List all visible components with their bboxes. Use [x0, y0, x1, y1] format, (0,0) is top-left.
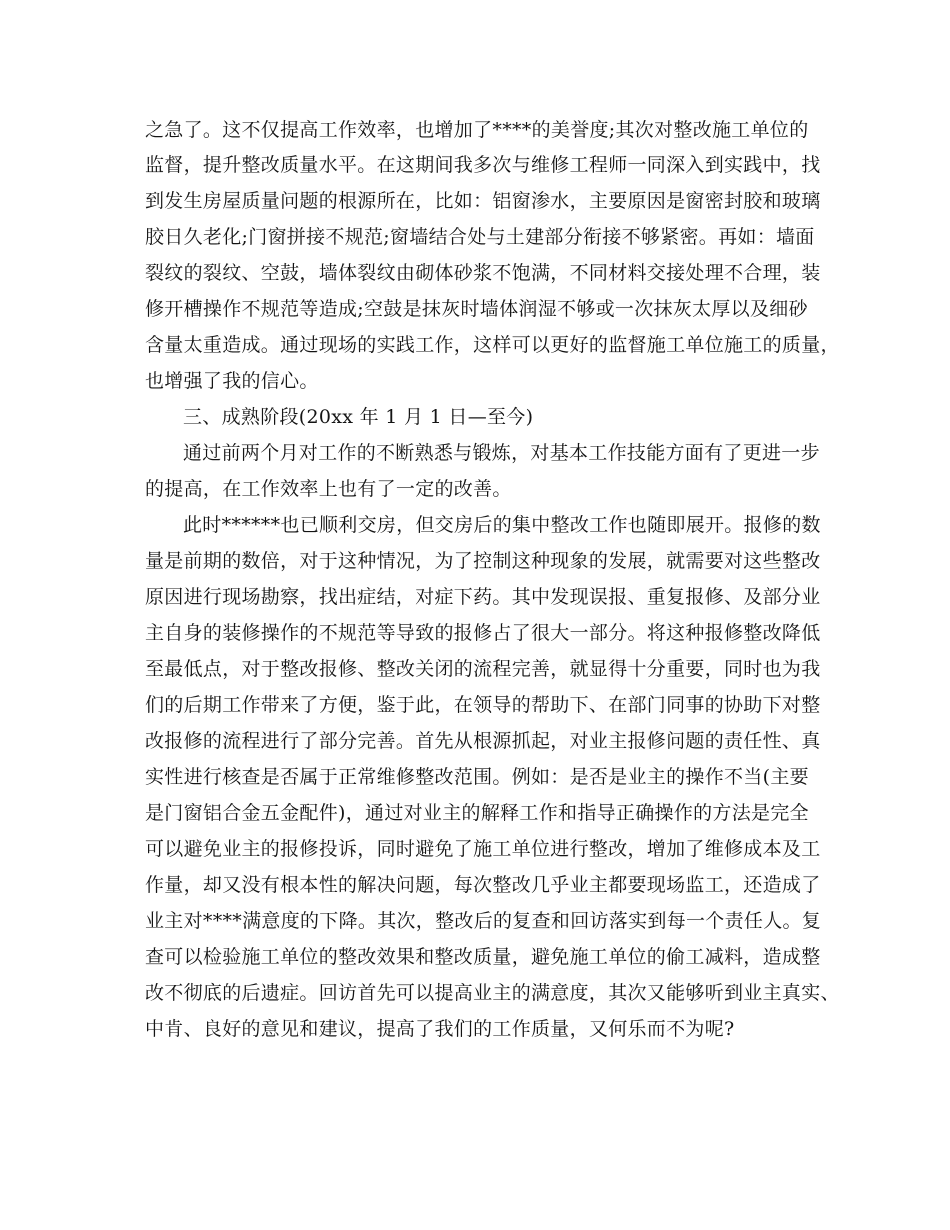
- text-line: 业主对****满意度的下降。其次，整改后的复查和回访落实到每一个责任人。复: [145, 910, 822, 932]
- text-line: 改不彻底的后遗症。回访首先可以提高业主的满意度，其次又能够听到业主真实、: [145, 982, 840, 1004]
- text-line: 监督，提升整改质量水平。在这期间我多次与维修工程师一同深入到实践中，找: [145, 154, 821, 176]
- text-line: 胶日久老化;门窗拼接不规范;窗墙结合处与土建部分衔接不够紧密。再如：墙面: [145, 226, 815, 248]
- text-line: 修开槽操作不规范等造成;空鼓是抹灰时墙体润湿不够或一次抹灰太厚以及细砂: [145, 298, 808, 320]
- text-line: 含量太重造成。通过现场的实践工作，这样可以更好的监督施工单位施工的质量，: [145, 334, 840, 356]
- text-line: 此时******也已顺利交房，但交房后的集中整改工作也随即展开。报修的数: [183, 514, 821, 536]
- text-line: 中肯、良好的意见和建议，提高了我们的工作质量，又何乐而不为呢?: [145, 1018, 735, 1040]
- text-line: 到发生房屋质量问题的根源所在，比如：铝窗渗水，主要原因是窗密封胶和玻璃: [145, 190, 821, 212]
- text-line: 主自身的装修操作的不规范等导致的报修占了很大一部分。将这种报修整改降低: [145, 622, 821, 644]
- text-line: 可以避免业主的报修投诉，同时避免了施工单位进行整改，增加了维修成本及工: [145, 838, 821, 860]
- text-line: 们的后期工作带来了方便，鉴于此，在领导的帮助下、在部门同事的协助下对整: [145, 694, 821, 716]
- section-heading: 三、成熟阶段(20xx 年 1 月 1 日—至今): [183, 406, 534, 428]
- text-line: 作量，却又没有根本性的解决问题，每次整改几乎业主都要现场监工，还造成了: [145, 874, 821, 896]
- text-line: 改报修的流程进行了部分完善。首先从根源抓起，对业主报修问题的责任性、真: [145, 730, 821, 752]
- text-line: 至最低点，对于整改报修、整改关闭的流程完善，就显得十分重要，同时也为我: [145, 658, 821, 680]
- text-line: 之急了。这不仅提高工作效率，也增加了****的美誉度;其次对整改施工单位的: [145, 119, 809, 141]
- text-line: 实性进行核查是否属于正常维修整改范围。例如：是否是业主的操作不当(主要: [145, 766, 809, 788]
- text-line: 通过前两个月对工作的不断熟悉与锻炼，对基本工作技能方面有了更进一步: [183, 442, 820, 464]
- text-line: 是门窗铝合金五金配件)，通过对业主的解释工作和指导正确操作的方法是完全: [145, 802, 809, 824]
- text-line: 的提高，在工作效率上也有了一定的改善。: [145, 478, 512, 500]
- text-line: 裂纹的裂纹、空鼓，墙体裂纹由砌体砂浆不饱满，不同材料交接处理不合理，装: [145, 262, 821, 284]
- text-line: 查可以检验施工单位的整改效果和整改质量，避免施工单位的偷工减料，造成整: [145, 946, 821, 968]
- text-line: 也增强了我的信心。: [145, 370, 319, 392]
- text-line: 量是前期的数倍，对于这种情况，为了控制这种现象的发展，就需要对这些整改: [145, 550, 821, 572]
- text-line: 原因进行现场勘察，找出症结，对症下药。其中发现误报、重复报修、及部分业: [145, 586, 821, 608]
